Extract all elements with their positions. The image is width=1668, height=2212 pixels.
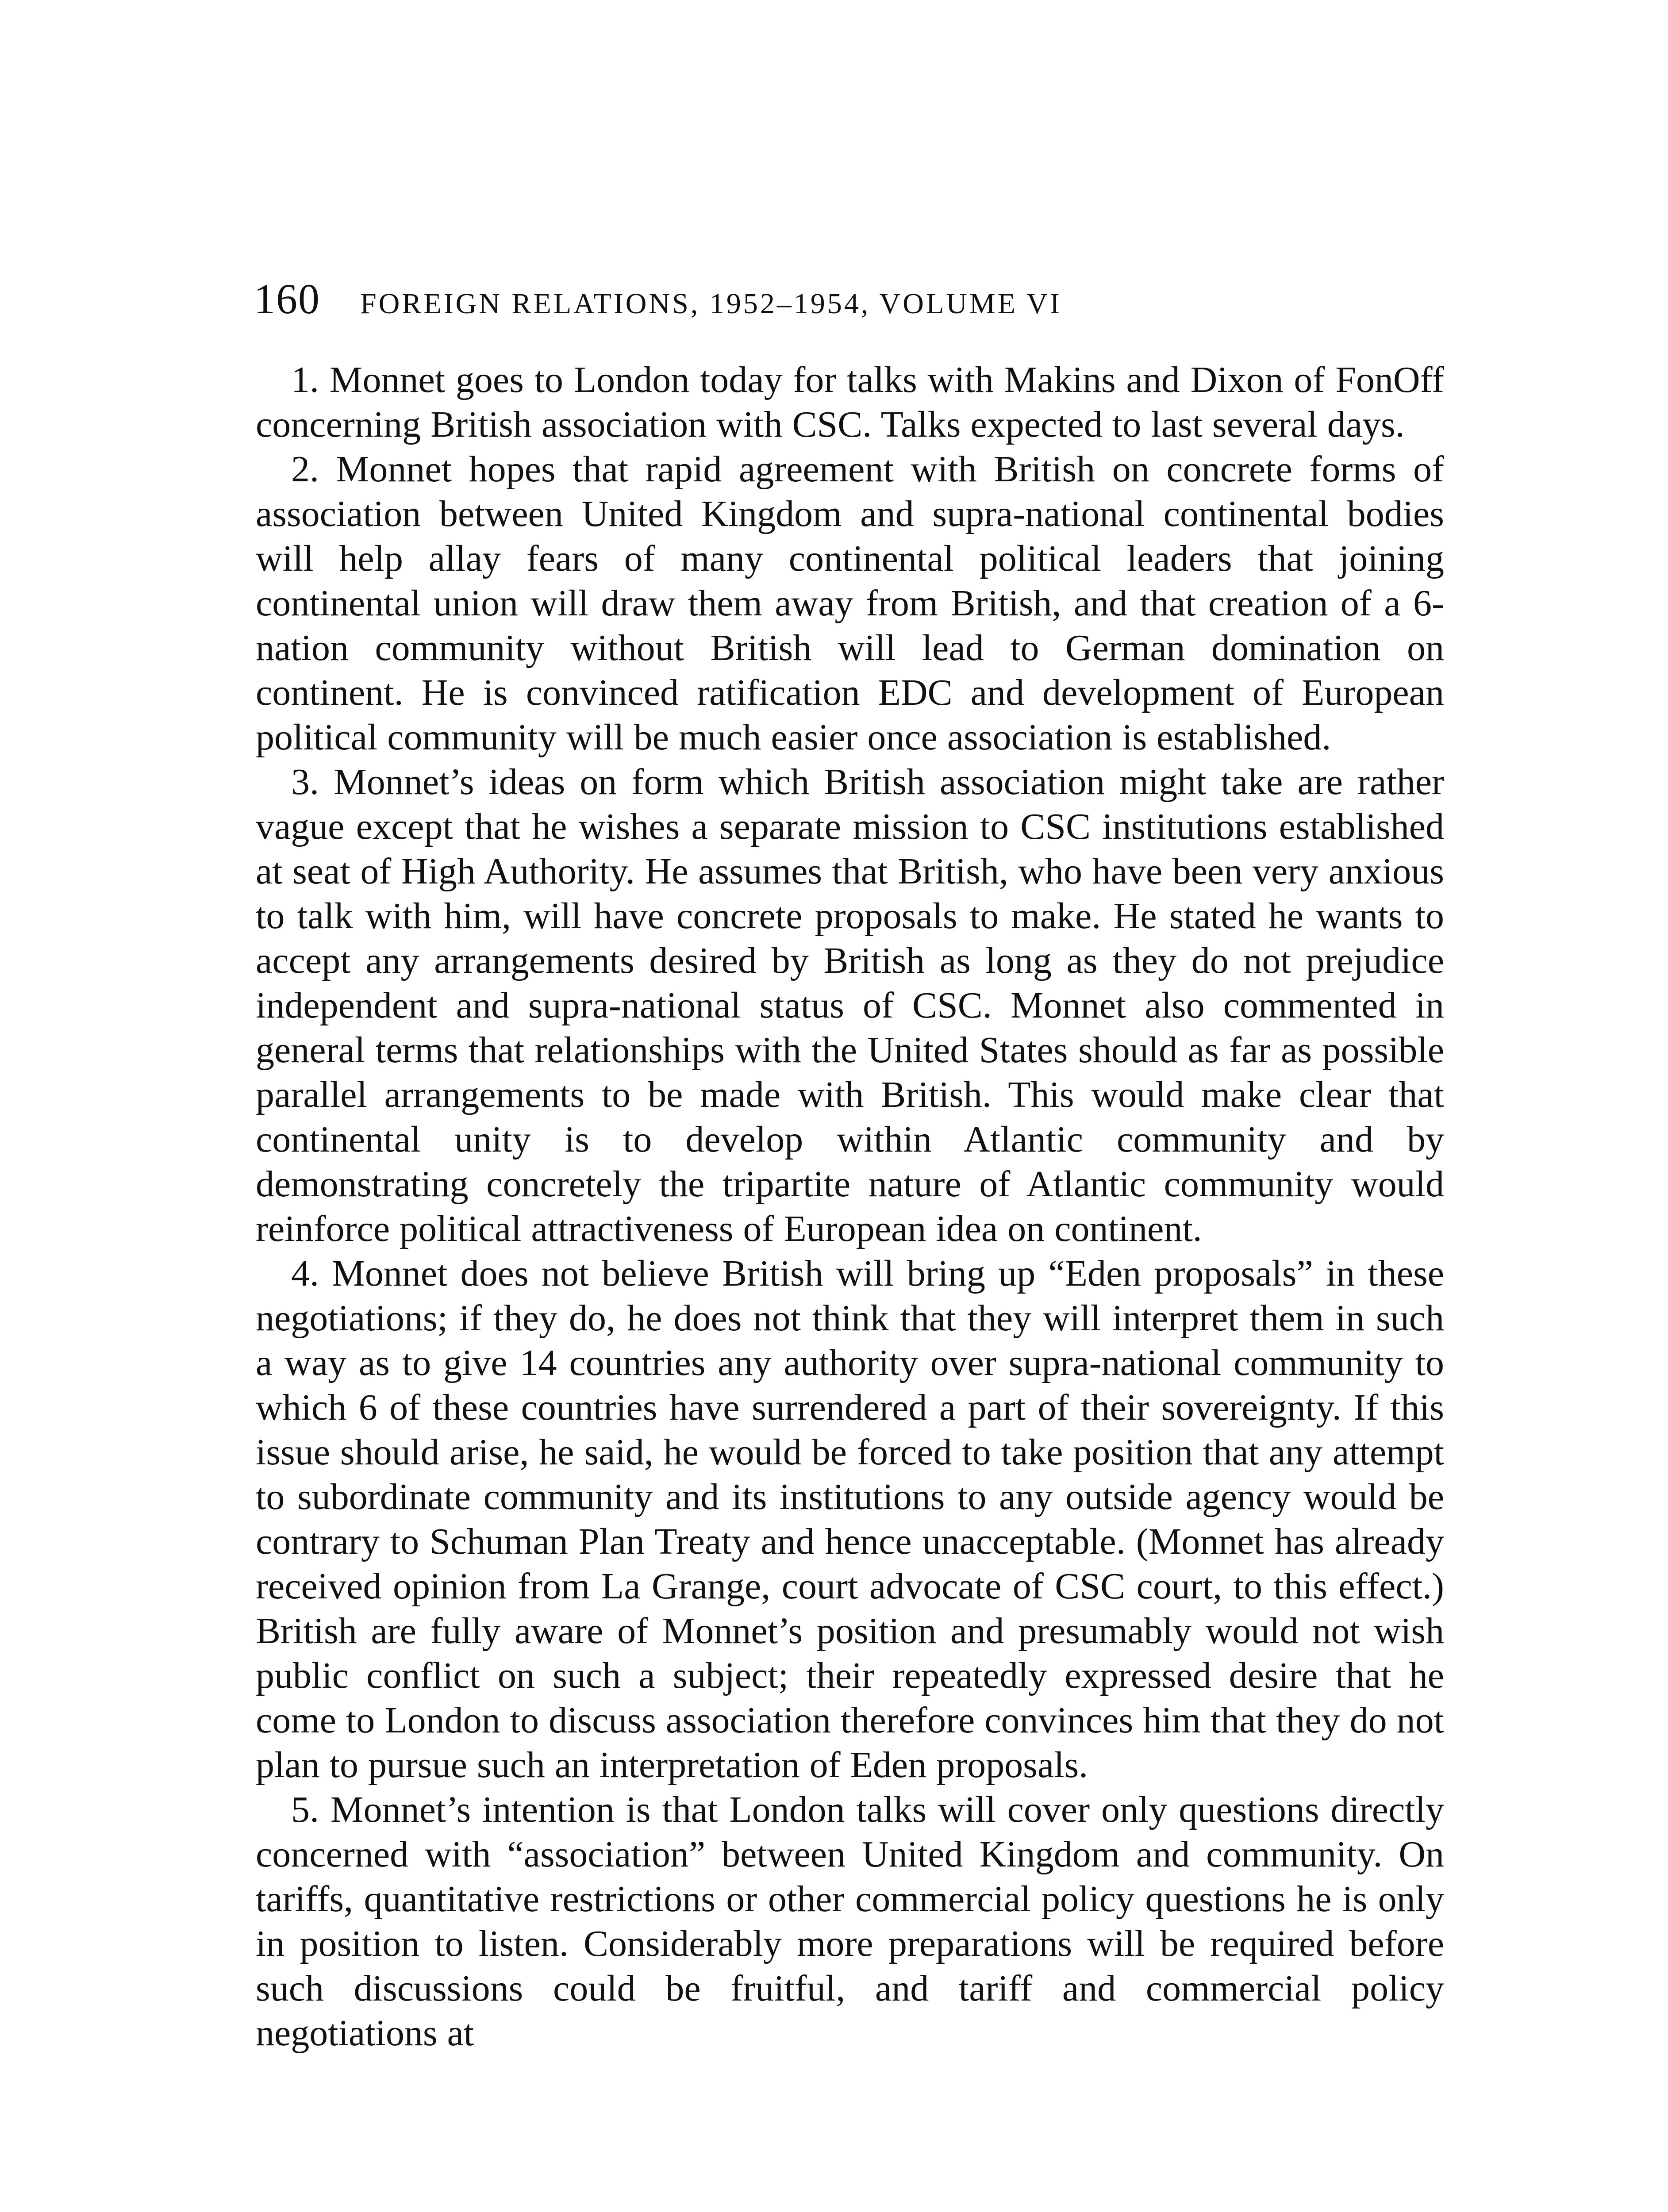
- page-number: 160: [254, 275, 320, 323]
- running-title: FOREIGN RELATIONS, 1952–1954, VOLUME VI: [360, 288, 1062, 320]
- paragraph-4: 4. Monnet does not believe British will bring up “Eden proposals” in these negotiations; if they do, he does not think that they will interpret them in such a way as to give 14 countries any authority over supra-national community to which 6 of these countries have surrendered a part of their sovereignty. If this issue should arise, he said, he would be forced to take position that any attempt to subordinate community and its institutions to any outside agency would be contrary to Schuman Plan Treaty and hence unacceptable. (Monnet has already received opinion from La Grange, court advocate of CSC court, to this effect.) British are fully aware of Monnet’s position and presumably would not wish public conflict on such a subject; their repeatedly expressed desire that he come to London to discuss association therefore convinces him that they do not plan to pursue such an interpretation of Eden proposals.: [256, 1253, 1444, 1786]
- paragraph-3: 3. Monnet’s ideas on form which British association might take are rather vague except that he wishes a separate mission to CSC institutions established at seat of High Authority. He assumes that British, who have been very anxious to talk with him, will have concrete proposals to make. He stated he wants to accept any arrangements desired by British as long as they do not prejudice independent and supra-national status of CSC. Monnet also commented in general terms that relationships with the United States should as far as possible parallel arrangements to be made with British. This would make clear that continental unity is to develop within Atlantic community and by demonstrating concretely the tripartite nature of Atlantic community would reinforce political attractiveness of European idea on continent.: [256, 761, 1444, 1249]
- running-header: [254, 274, 1449, 323]
- paragraph-2: 2. Monnet hopes that rapid agreement with British on concrete forms of association between United Kingdom and supra-national continental bodies will help allay fears of many continental political leaders that joining continental union will draw them away from British, and that creation of a 6-nation community without British will lead to German domination on continent. He is convinced ratification EDC and development of European political community will be much easier once association is established.: [256, 449, 1444, 758]
- body-text: [256, 357, 1444, 2055]
- paragraph-1: 1. Monnet goes to London today for talks with Makins and Dixon of FonOff concerning British association with CSC. Talks expected to last several days.: [256, 359, 1444, 445]
- paragraph-5: 5. Monnet’s intention is that London talks will cover only questions directly concerned with “association” between United Kingdom and community. On tariffs, quantitative restrictions or other commercial policy questions he is only in position to listen. Considerably more preparations will be required before such discussions could be fruitful, and tariff and commercial policy negotiations at: [256, 1789, 1444, 2054]
